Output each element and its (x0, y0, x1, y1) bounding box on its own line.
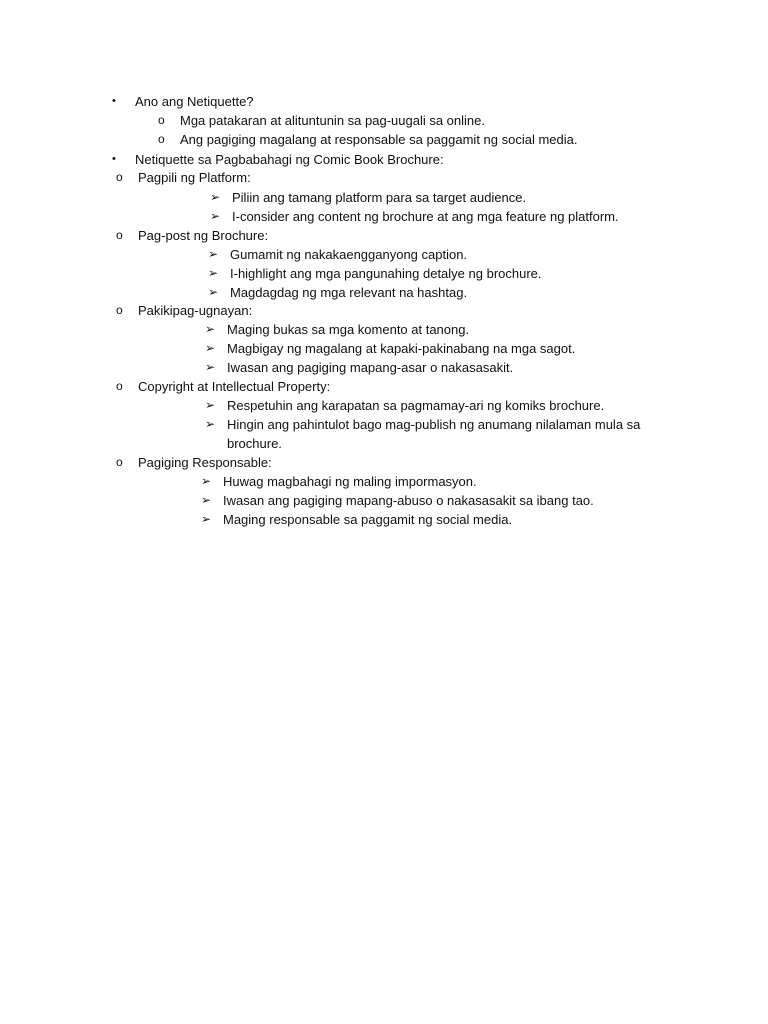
arrow-marker-icon: ➢ (205, 322, 216, 336)
subsection-heading: Pakikipag-ugnayan: (138, 303, 253, 318)
circle-marker: o (116, 170, 123, 184)
list-item-text: Gumamit ng nakakaengganyong caption. (230, 247, 468, 262)
arrow-item (210, 188, 710, 207)
section-heading: Ano ang Netiquette? (135, 94, 254, 109)
circle-marker: o (116, 228, 123, 242)
list-item-text: Magbigay ng magalang at kapaki-pakinabang na mga sagot. (227, 341, 576, 356)
subsection-heading: Pagiging Responsable: (138, 455, 272, 470)
subsection-heading-line (116, 168, 676, 187)
subsection-heading: Pag-post ng Brochure: (138, 228, 269, 243)
bullet-marker: • (112, 95, 116, 107)
arrow-marker-icon: ➢ (208, 247, 219, 261)
circle-marker: o (158, 113, 165, 127)
bullet-item (112, 92, 672, 111)
subsection-heading-line (116, 453, 676, 472)
arrow-item (208, 283, 708, 302)
list-item-text: Respetuhin ang karapatan sa pagmamay-ari ng komiks brochure. (227, 398, 605, 413)
arrow-marker-icon: ➢ (205, 360, 216, 374)
subsection-heading: Copyright at Intellectual Property: (138, 379, 331, 394)
sub-bullet-item (158, 111, 718, 130)
list-item-text: Maging bukas sa mga komento at tanong. (227, 322, 470, 337)
bullet-marker: • (112, 153, 116, 165)
arrow-item (205, 358, 725, 377)
subsection-heading-line (116, 301, 676, 320)
arrow-item (201, 510, 721, 529)
subsection-heading-line (116, 226, 676, 245)
list-item-text: Ang pagiging magalang at responsable sa paggamit ng social media. (180, 132, 578, 147)
arrow-item (205, 396, 735, 415)
list-item-text: I-highlight ang mga pangunahing detalye ng brochure. (230, 266, 542, 281)
bullet-item (112, 150, 672, 169)
arrow-item (201, 472, 721, 491)
subsection-heading: Pagpili ng Platform: (138, 170, 251, 185)
section-heading: Netiquette sa Pagbabahagi ng Comic Book Brochure: (135, 152, 444, 167)
arrow-marker-icon: ➢ (201, 474, 212, 488)
circle-marker: o (116, 379, 123, 393)
arrow-marker-icon: ➢ (205, 398, 216, 412)
subsection-heading-line (116, 377, 676, 396)
arrow-item (205, 320, 725, 339)
arrow-marker-icon: ➢ (208, 266, 219, 280)
arrow-marker-icon: ➢ (208, 285, 219, 299)
arrow-marker-icon: ➢ (210, 209, 221, 223)
list-item-text: Iwasan ang pagiging mapang-asar o nakasasakit. (227, 360, 514, 375)
arrow-marker-icon: ➢ (201, 512, 212, 526)
list-item-text: Maging responsable sa paggamit ng social media. (223, 512, 513, 527)
list-item-text: Magdagdag ng mga relevant na hashtag. (230, 285, 468, 300)
arrow-item (208, 264, 708, 283)
arrow-marker-icon: ➢ (205, 341, 216, 355)
list-item-text: Mga patakaran at alituntunin sa pag-uugali sa online. (180, 113, 485, 128)
list-item-text: Huwag magbahagi ng maling impormasyon. (223, 474, 477, 489)
circle-marker: o (116, 455, 123, 469)
sub-bullet-item (158, 130, 718, 149)
arrow-marker-icon: ➢ (205, 417, 216, 431)
list-item-text: Hingin ang pahintulot bago mag-publish ng anumang nilalaman mula sa (227, 417, 641, 432)
arrow-item-continuation (205, 434, 735, 453)
arrow-item (205, 415, 735, 434)
arrow-item (208, 245, 708, 264)
arrow-marker-icon: ➢ (210, 190, 221, 204)
arrow-item (205, 339, 725, 358)
circle-marker: o (158, 132, 165, 146)
list-item-text: Iwasan ang pagiging mapang-abuso o nakasasakit sa ibang tao. (223, 493, 594, 508)
list-item-text: I-consider ang content ng brochure at ang mga feature ng platform. (232, 209, 619, 224)
list-item-text: brochure. (227, 436, 282, 451)
arrow-item (201, 491, 721, 510)
arrow-item (210, 207, 710, 226)
list-item-text: Piliin ang tamang platform para sa target audience. (232, 190, 527, 205)
circle-marker: o (116, 303, 123, 317)
arrow-marker-icon: ➢ (201, 493, 212, 507)
